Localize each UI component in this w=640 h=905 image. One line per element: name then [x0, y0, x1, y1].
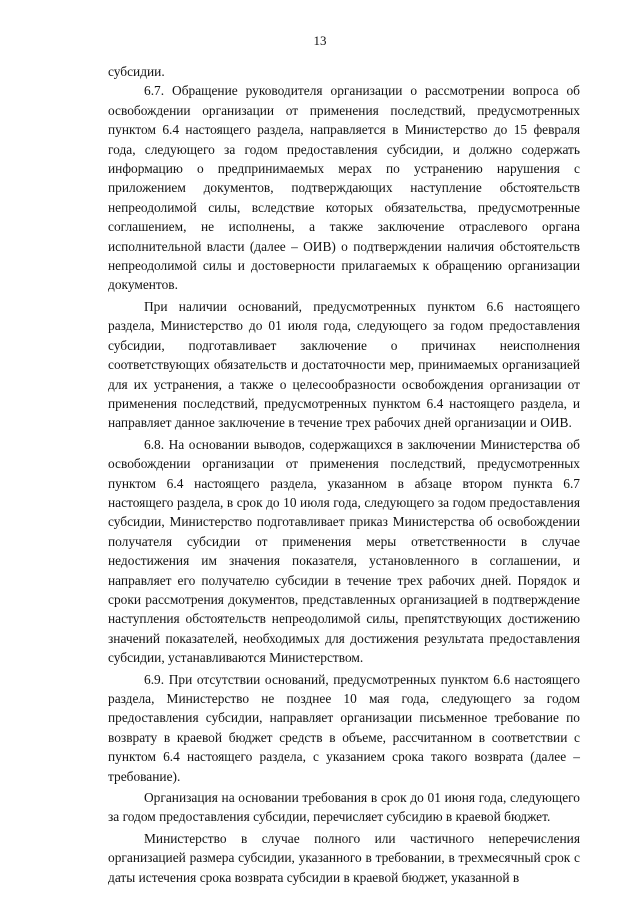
- paragraph-refund: Организация на основании требования в срок до 01 июня года, следующего за годом предоставления субсидии, перечисляет субсидию в краевой бюджет.: [108, 790, 580, 825]
- paragraph-6-8: 6.8. На основании выводов, содержащихся в заключении Министерства об освобождении организации от применения последствий, предусмотренных пунктом 6.4 настоящего раздела, указанном в абзаце втором пункта 6.7 настоящего раздела, в срок до 10 июля года, следующего за годом предоставления субсидии, Министерство подготавливает приказ Министерства об освобождении получателя субсидии от применения меры ответственности в случае недостижения им значения показателя, установленного в соглашении, и направляет его получателю субсидии в течение трех рабочих дней. Порядок и сроки рассмотрения документов, представленных организацией в подтверждение наступления обстоятельств непреодолимой силы, препятствующих достижению значений показателей, необходимых для достижения результата предоставления субсидии, устанавливаются Министерством.: [108, 436, 580, 666]
- paragraph-non-transfer: Министерство в случае полного или частичного неперечисления организацией размера субсидии, указанного в требовании, в трехмесячный срок с даты истечения срока возврата субсидии в краевой бюджет, указанной в: [108, 830, 580, 885]
- paragraph-6-9: 6.9. При отсутствии оснований, предусмотренных пунктом 6.6 настоящего раздела, Министерство не позднее 10 мая года, следующего за годом предоставления субсидии, направляет организации письменное требование по возврату в краевой бюджет средств в объеме, рассчитанном в соответствии с пунктом 6.4 настоящего раздела, с указанием срока такого возврата (далее – требование).: [108, 671, 580, 784]
- body-text: [108, 62, 580, 887]
- paragraph-6-7-second: При наличии оснований, предусмотренных пунктом 6.6 настоящего раздела, Министерство до 01 июля года, следующего за годом предоставления субсидии, подготавливает заключение о причинах неисполнения соответствующих обязательств и достаточности мер, принимаемых организацией для их устранения, а также о целесообразности освобождения организации от применения последствий, предусмотренных пунктом 6.4 настоящего раздела, и направляет данное заключение в течение трех рабочих дней организации и ОИВ.: [108, 298, 580, 431]
- paragraph-continuation: субсидии.: [108, 64, 165, 79]
- paragraph-6-7: 6.7. Обращение руководителя организации о рассмотрении вопроса об освобождении организации от применения последствий, предусмотренных пунктом 6.4 настоящего раздела, направляется в Министерство до 15 февраля года, следующего за годом предоставления субсидии, и должно содержать информацию о предпринимаемых мерах по устранению нарушения с приложением документов, подтверждающих наступление обстоятельств непреодолимой силы, вследствие которых обязательства, предусмотренные соглашением, не исполнены, а также заключение отраслевого органа исполнительной власти (далее – ОИВ) о подтверждении наличия обстоятельств непреодолимой силы и достоверности прилагаемых к обращению организации документов.: [108, 83, 580, 293]
- page-number: 13: [313, 33, 327, 48]
